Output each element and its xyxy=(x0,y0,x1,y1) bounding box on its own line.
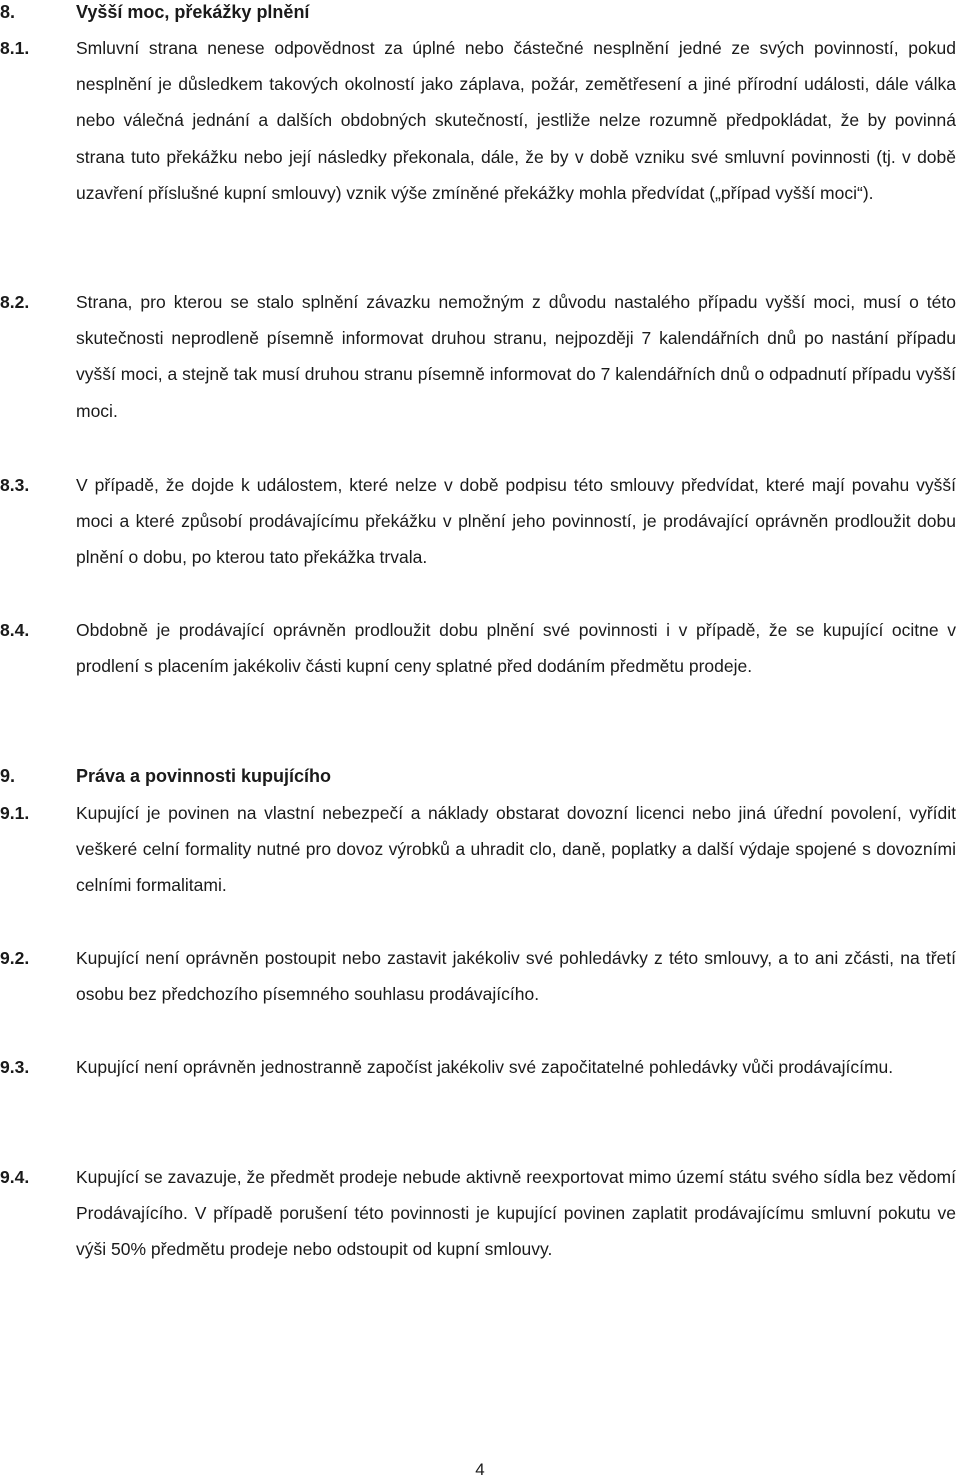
section-number: 9. xyxy=(0,766,16,786)
section-title: Práva a povinnosti kupujícího xyxy=(76,766,332,786)
clause-text: Smluvní strana nenese odpovědnost za úplné nebo částečné nesplnění jedné ze svých povinností, pokud nesplnění je důsledkem takových okolností jako záplava, požár, zemětřesení a jiné přírodní události, dále válka nebo válečná jednání a dalších obdobných skutečností, jestliže nelze rozumně předpokládat, že by povinná strana tuto překážku nebo její následky překonala, dále, že by v době vzniku své smluvní povinnosti (tj. v době uzavření příslušné kupní smlouvy) vznik výše zmíněné překážky mohla předvídat („případ vyšší moci“). xyxy=(76,38,956,203)
page-number: 4 xyxy=(475,1460,485,1479)
clause-number: 9.2. xyxy=(0,948,30,968)
clause-text: Kupující je povinen na vlastní nebezpečí a náklady obstarat dovozní licenci nebo jiná úřední povolení, vyřídit veškeré celní formality nutné pro dovoz výrobků a uhradit clo, daně, poplatky a další výdaje spojené s dovozními celními formalitami. xyxy=(76,803,956,896)
clause-text: Obdobně je prodávající oprávněn prodloužit dobu plnění své povinnosti i v případě, že se kupující ocitne v prodlení s placením jakékoliv části kupní ceny splatné před dodáním předmětu prodeje. xyxy=(76,620,956,677)
section-title: Vyšší moc, překážky plnění xyxy=(76,2,310,22)
clause-text: Kupující není oprávněn jednostranně započíst jakékoliv své započitatelné pohledávky vůči prodávajícímu. xyxy=(76,1057,894,1077)
clause-text: V případě, že dojde k událostem, které nelze v době podpisu této smlouvy předvídat, které mají povahu vyšší moci a které způsobí prodávajícímu překážku v plnění jeho povinností, je prodávající oprávněn prodloužit dobu plnění o dobu, po kterou tato překážka trvala. xyxy=(76,475,956,568)
clause-number: 9.4. xyxy=(0,1167,30,1187)
section-number: 8. xyxy=(0,2,16,22)
clause-text: Strana, pro kterou se stalo splnění závazku nemožným z důvodu nastalého případu vyšší moci, musí o této skutečnosti neprodleně písemně informovat druhou stranu, nejpozději 7 kalendářních dnů po nastání případu vyšší moci, a stejně tak musí druhou stranu písemně informovat do 7 kalendářních dnů o odpadnutí případu vyšší moci. xyxy=(76,292,956,421)
clause-number: 9.3. xyxy=(0,1057,30,1077)
clause-text: Kupující není oprávněn postoupit nebo zastavit jakékoliv své pohledávky z této smlouvy, a to ani zčásti, na třetí osobu bez předchozího písemného souhlasu prodávajícího. xyxy=(76,948,956,1005)
clause-number: 8.1. xyxy=(0,38,30,58)
clause-number: 8.3. xyxy=(0,475,30,495)
clause-number: 8.4. xyxy=(0,620,30,640)
clause-text: Kupující se zavazuje, že předmět prodeje nebude aktivně reexportovat mimo území státu svého sídla bez vědomí Prodávajícího. V případě porušení této povinnosti je kupující povinen zaplatit prodávajícímu smluvní pokutu ve výši 50% předmětu prodeje nebo odstoupit od kupní smlouvy. xyxy=(76,1167,956,1260)
clause-number: 8.2. xyxy=(0,292,30,312)
clause-number: 9.1. xyxy=(0,803,30,823)
